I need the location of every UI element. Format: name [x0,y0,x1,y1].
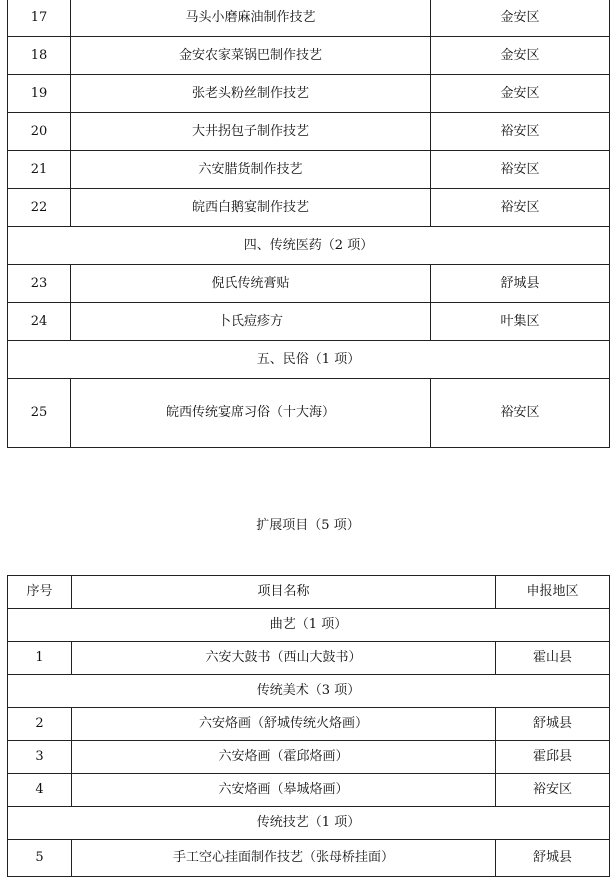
item-region: 裕安区 [431,113,610,151]
item-number: 3 [8,741,72,774]
table-row [8,774,610,807]
item-number: 2 [8,708,72,741]
extension-section-title: 扩展项目（5 项） [256,518,360,533]
item-name: 手工空心挂面制作技艺（张母桥挂面） [72,840,496,877]
item-region: 裕安区 [431,189,610,227]
item-number: 20 [8,113,71,151]
item-region: 金安区 [431,37,610,75]
item-region: 裕安区 [496,774,610,807]
header-no: 序号 [8,576,72,609]
item-name: 马头小磨麻油制作技艺 [71,0,431,37]
item-name: 六安烙画（皋城烙画） [72,774,496,807]
item-region: 叶集区 [431,303,610,341]
extension-header-row [8,576,610,609]
item-region: 裕安区 [431,151,610,189]
item-number: 18 [8,37,71,75]
item-name: 皖西传统宴席习俗（十大海） [71,379,431,448]
item-number: 22 [8,189,71,227]
item-region: 霍山县 [496,642,610,675]
section-label: 传统美术（3 项） [8,675,610,708]
item-name: 六安烙画（舒城传统火烙画） [72,708,496,741]
item-name: 六安腊货制作技艺 [71,151,431,189]
table-row [8,303,610,341]
table-row [8,379,610,448]
table-row [8,75,610,113]
item-name: 皖西白鹅宴制作技艺 [71,189,431,227]
item-region: 舒城县 [431,265,610,303]
item-number: 1 [8,642,72,675]
section-row [8,807,610,840]
section-label: 五、民俗（1 项） [8,341,610,379]
extension-table [7,575,610,877]
heritage-table-body [8,0,610,448]
extension-table-body [8,576,610,877]
item-number: 5 [8,840,72,877]
table-row [8,113,610,151]
item-region: 金安区 [431,0,610,37]
section-label: 传统技艺（1 项） [8,807,610,840]
section-row [8,609,610,642]
section-label: 四、传统医药（2 项） [8,227,610,265]
item-number: 17 [8,0,71,37]
table-row [8,642,610,675]
item-name: 卜氏痘疹方 [71,303,431,341]
item-name: 倪氏传统膏贴 [71,265,431,303]
table-row [8,37,610,75]
item-number: 4 [8,774,72,807]
table-row [8,151,610,189]
item-region: 舒城县 [496,708,610,741]
item-name: 六安大鼓书（西山大鼓书） [72,642,496,675]
item-number: 19 [8,75,71,113]
table-row [8,741,610,774]
item-number: 23 [8,265,71,303]
section-row [8,227,610,265]
section-row [8,341,610,379]
header-name: 项目名称 [72,576,496,609]
item-number: 24 [8,303,71,341]
item-name: 金安农家菜锅巴制作技艺 [71,37,431,75]
item-region: 霍邱县 [496,741,610,774]
item-name: 张老头粉丝制作技艺 [71,75,431,113]
table-row [8,708,610,741]
item-name: 大井拐包子制作技艺 [71,113,431,151]
heritage-table-continued [7,0,610,448]
item-number: 25 [8,379,71,448]
section-row [8,675,610,708]
table-row [8,189,610,227]
table-row [8,265,610,303]
section-label: 曲艺（1 项） [8,609,610,642]
item-region: 裕安区 [431,379,610,448]
item-region: 舒城县 [496,840,610,877]
header-region: 申报地区 [496,576,610,609]
table-row [8,840,610,877]
item-region: 金安区 [431,75,610,113]
item-number: 21 [8,151,71,189]
item-name: 六安烙画（霍邱烙画） [72,741,496,774]
table-row [8,0,610,37]
